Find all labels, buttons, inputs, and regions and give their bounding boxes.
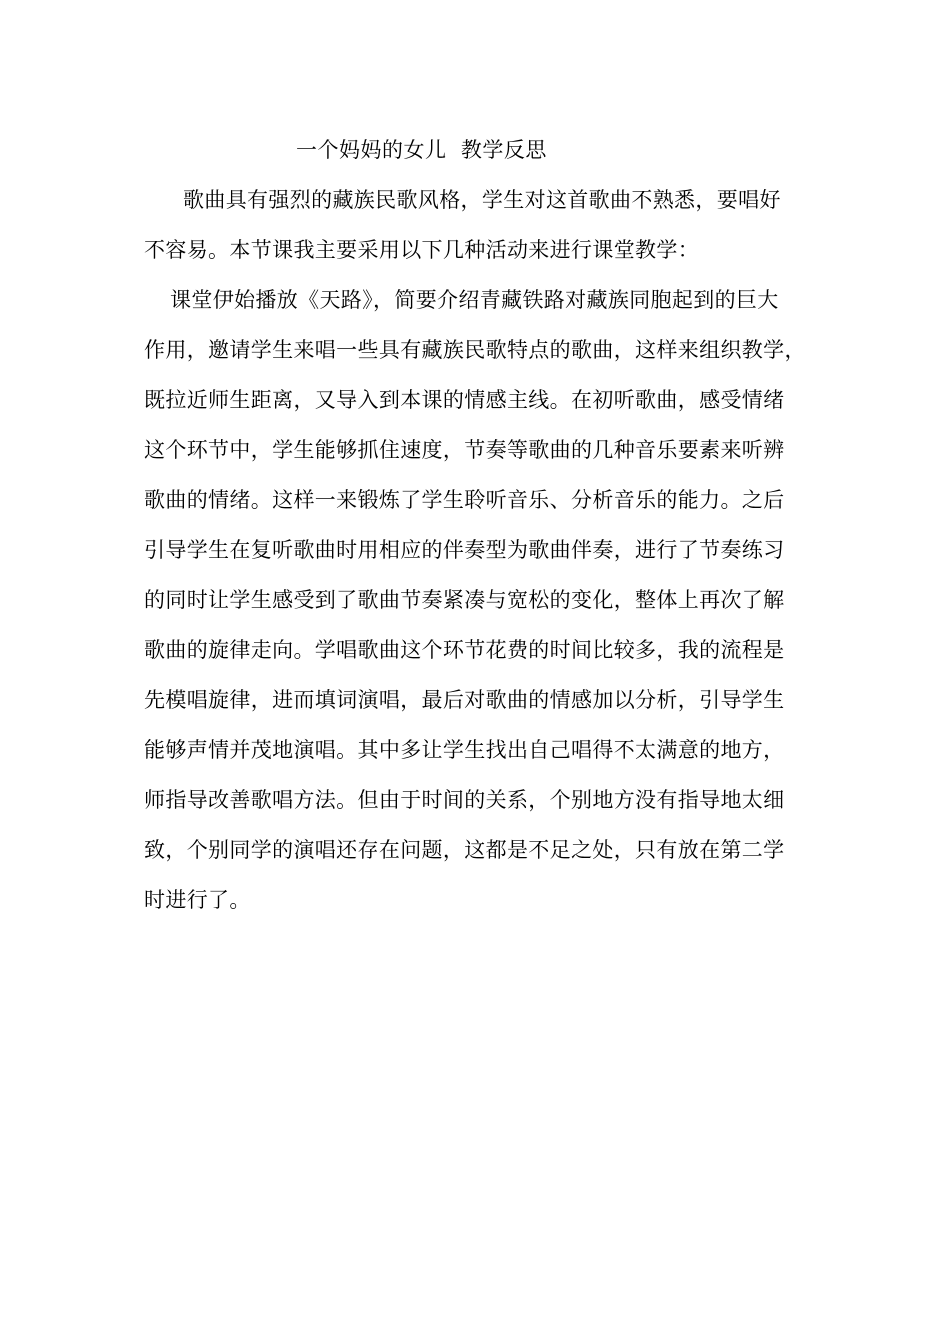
paragraph-2-line-11: 师指导改善歌唱方法。但由于时间的关系，个别地方没有指导地太细	[144, 788, 785, 812]
paragraph-1-line-1: 歌曲具有强烈的藏族民歌风格，学生对这首歌曲不熟悉，要唱好	[183, 188, 781, 212]
paragraph-2-line-12: 致，个别同学的演唱还存在问题，这都是不足之处，只有放在第二学	[144, 838, 785, 862]
paragraph-2-line-2: 作用，邀请学生来唱一些具有藏族民歌特点的歌曲，这样来组织教学，	[144, 338, 806, 362]
paragraph-2-line-4: 这个环节中，学生能够抓住速度，节奏等歌曲的几种音乐要素来听辨	[144, 438, 785, 462]
paragraph-2-line-10: 能够声情并茂地演唱。其中多让学生找出自己唱得不太满意的地方，	[144, 738, 785, 762]
paragraph-2-line-8: 歌曲的旋律走向。学唱歌曲这个环节花费的时间比较多，我的流程是	[144, 638, 785, 662]
paragraph-2-line-5: 歌曲的情绪。这样一来锻炼了学生聆听音乐、分析音乐的能力。之后	[144, 488, 785, 512]
paragraph-2-line-1: 课堂伊始播放《天路》，简要介绍青藏铁路对藏族同胞起到的巨大	[170, 288, 779, 312]
paragraph-2-line-7: 的同时让学生感受到了歌曲节奏紧凑与宽松的变化，整体上再次了解	[144, 588, 785, 612]
paragraph-2-line-9: 先模唱旋律，进而填词演唱，最后对歌曲的情感加以分析，引导学生	[144, 688, 785, 712]
paragraph-2-line-6: 引导学生在复听歌曲时用相应的伴奏型为歌曲伴奏，进行了节奏练习	[144, 538, 785, 562]
paragraph-2-line-3: 既拉近师生距离，又导入到本课的情感主线。在初听歌曲，感受情绪	[144, 388, 785, 412]
paragraph-1-line-2: 不容易。本节课我主要采用以下几种活动来进行课堂教学：	[144, 238, 700, 262]
document-title: 一个妈妈的女儿 教学反思	[296, 138, 547, 162]
paragraph-2-line-13: 时进行了。	[144, 888, 251, 912]
